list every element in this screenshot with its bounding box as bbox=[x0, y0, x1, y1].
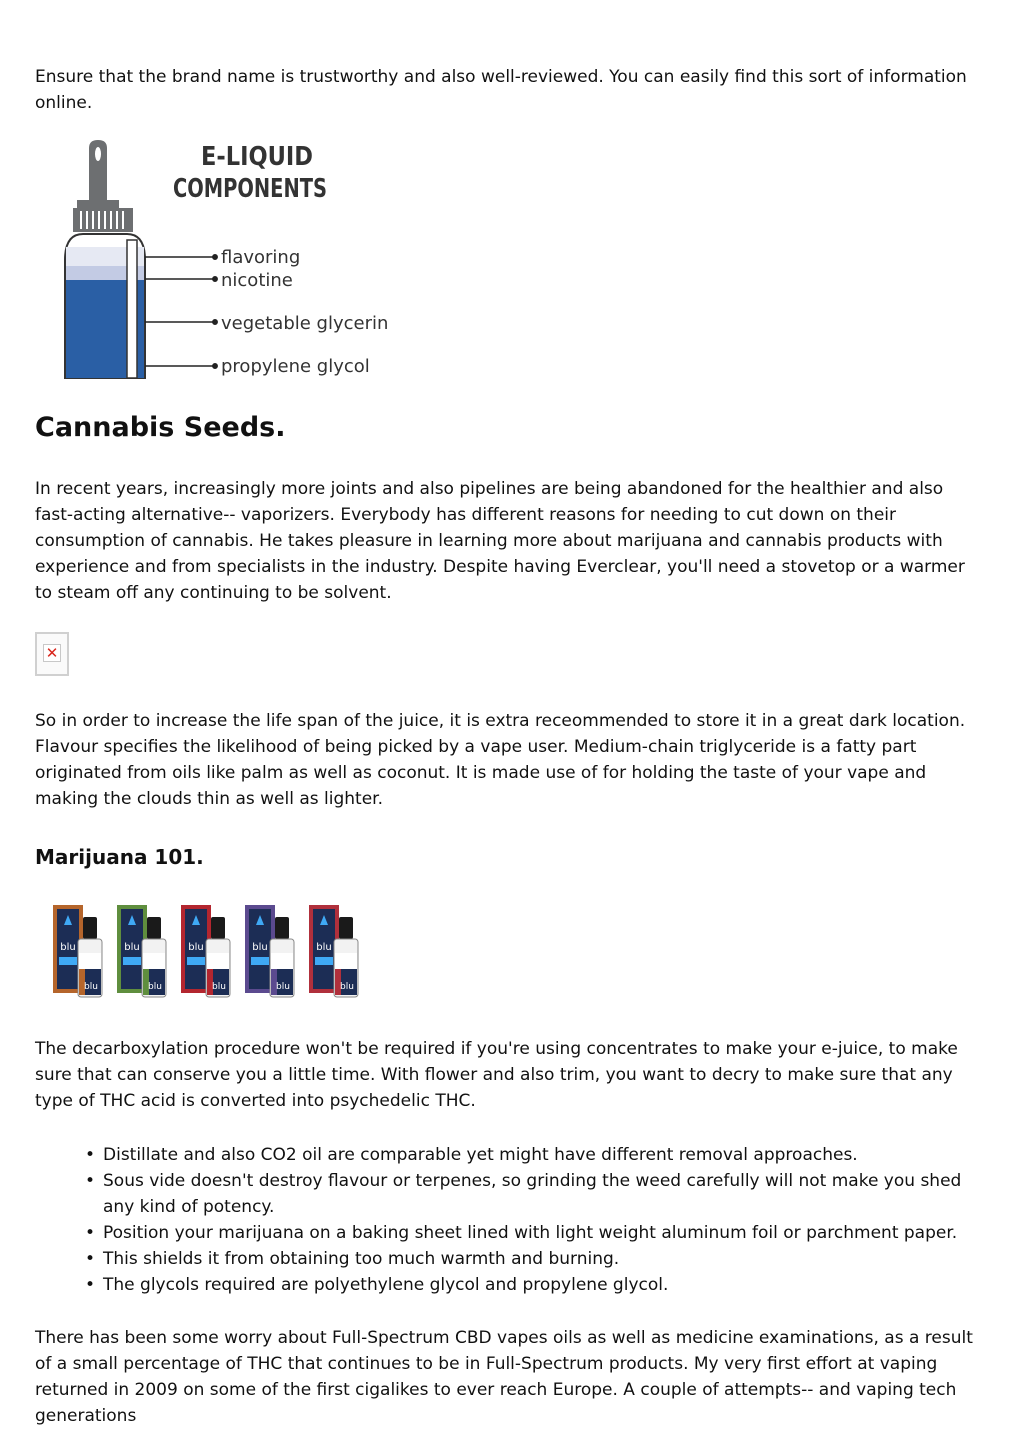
blu-products-figure bbox=[53, 903, 368, 1001]
blu-box-stripe bbox=[187, 957, 205, 965]
blu-bottle-label bbox=[335, 953, 357, 969]
cannabis-paragraph: In recent years, increasingly more joints and also pipelines are being abandoned for the healthier and also fast-acting alternative-- vaporizers. Everybody has different reasons for needing to cut down on their consumption of cannabis. He takes pleasure in learning more about marijuana and cannabis products with experience and from specialists in the industry. Despite having Everclear, you'll need a stovetop or a warmer to steam off any continuing to be solvent. bbox=[35, 479, 965, 603]
blu-product bbox=[53, 905, 102, 997]
blu-bottle-brand: blu bbox=[84, 982, 98, 992]
decarboxylation-paragraph: The decarboxylation procedure won't be required if you're using concentrates to make your e-juice, to make sure that can conserve you a little time. With flower and also trim, you want to decry to make sure that any type of THC acid is converted into psychedelic THC. bbox=[35, 1039, 958, 1111]
blu-bottle-brand: blu bbox=[212, 982, 226, 992]
figure-title-line2: COMPONENTS bbox=[173, 174, 327, 204]
blu-bottle-label bbox=[143, 953, 165, 969]
blu-box-brand: blu bbox=[124, 942, 140, 953]
list-item: • Sous vide doesn't destroy flavour or terpenes, so grinding the weed carefully will not make you shed any kind of potency. bbox=[85, 1168, 985, 1220]
eliquid-components-figure bbox=[49, 140, 399, 380]
blu-box-stripe bbox=[315, 957, 333, 965]
blu-bottle-label bbox=[207, 953, 229, 969]
blu-box-stripe bbox=[251, 957, 269, 965]
label-vegetable-glycerin: vegetable glycerin bbox=[221, 313, 389, 334]
blu-bottle-cap bbox=[83, 917, 97, 939]
blu-bottle-cap bbox=[339, 917, 353, 939]
intro-paragraph: Ensure that the brand name is trustworthy and also well-reviewed. You can easily find this sort of information online. bbox=[35, 67, 967, 113]
blu-box-brand: blu bbox=[316, 942, 332, 953]
broken-image-placeholder bbox=[35, 632, 69, 676]
list-item: • This shields it from obtaining too much warmth and burning. bbox=[85, 1246, 985, 1272]
blu-product bbox=[181, 905, 230, 997]
label-nicotine: nicotine bbox=[221, 270, 293, 291]
blu-bottle-cap bbox=[147, 917, 161, 939]
blu-bottle-cap bbox=[211, 917, 225, 939]
bottle bbox=[65, 234, 145, 378]
blu-bottle-brand: blu bbox=[340, 982, 354, 992]
blu-box-brand: blu bbox=[252, 942, 268, 953]
dropper-cap bbox=[73, 140, 133, 232]
blu-bottle-label bbox=[271, 953, 293, 969]
label-flavoring: flavoring bbox=[221, 247, 301, 268]
blu-box-stripe bbox=[123, 957, 141, 965]
list-item: • The glycols required are polyethylene glycol and propylene glycol. bbox=[85, 1272, 985, 1298]
broken-image-icon: ✕ bbox=[43, 644, 61, 662]
blu-product bbox=[117, 905, 166, 997]
heading-cannabis-seeds: Cannabis Seeds. bbox=[35, 412, 286, 443]
component-leaders bbox=[145, 255, 217, 368]
list-item: • Distillate and also CO2 oil are comparable yet might have different removal approaches. bbox=[85, 1142, 985, 1168]
heading-marijuana-101: Marijuana 101. bbox=[35, 845, 204, 869]
full-spectrum-paragraph: There has been some worry about Full-Spectrum CBD vapes oils as well as medicine examinations, as a result of a small percentage of THC that continues to be in Full-Spectrum products. My very first effort at vaping returned in 2009 on some of the first cigalikes to ever reach Europe. A couple of attempts-- and vaping tech generations bbox=[35, 1328, 973, 1426]
blu-bottle-label bbox=[79, 953, 101, 969]
juice-lifespan-paragraph: So in order to increase the life span of the juice, it is extra receommended to store it in a great dark location. Flavour specifies the likelihood of being picked by a vape user. Medium-chain triglyceride is a fatty part originated from oils like palm as well as coconut. It is made use of for holding the taste of your vape and making the clouds thin as well as lighter. bbox=[35, 711, 966, 809]
blu-bottle-brand: blu bbox=[148, 982, 162, 992]
blu-bottle-brand: blu bbox=[276, 982, 290, 992]
tips-list bbox=[85, 1142, 985, 1298]
eliquid-title bbox=[173, 142, 327, 204]
blu-box-brand: blu bbox=[188, 942, 204, 953]
blu-product bbox=[309, 905, 358, 997]
blu-product bbox=[245, 905, 294, 997]
blu-box-brand: blu bbox=[60, 942, 76, 953]
blu-box-stripe bbox=[59, 957, 77, 965]
label-propylene-glycol: propylene glycol bbox=[221, 356, 370, 377]
blu-bottle-cap bbox=[275, 917, 289, 939]
list-item: • Position your marijuana on a baking sheet lined with light weight aluminum foil or parchment paper. bbox=[85, 1220, 985, 1246]
figure-title-line1: E-LIQUID bbox=[201, 142, 313, 172]
